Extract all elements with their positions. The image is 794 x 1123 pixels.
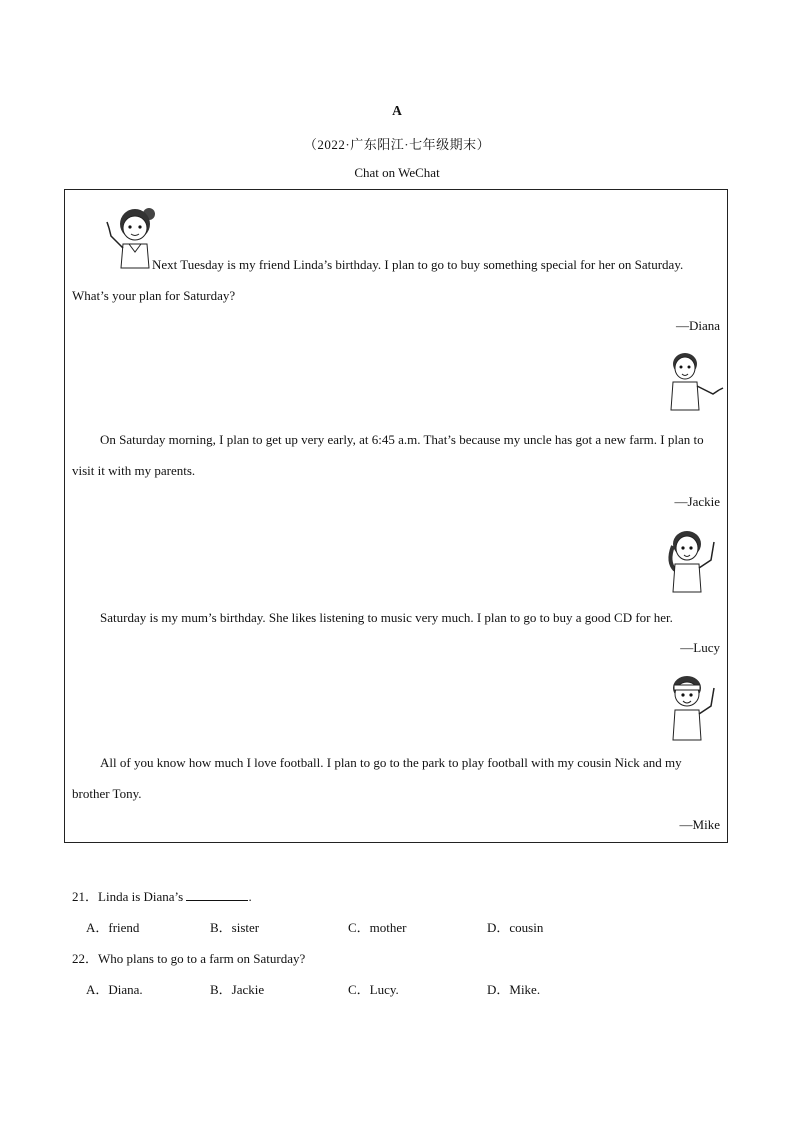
option-c[interactable]: C．Lucy. bbox=[348, 982, 399, 997]
option-d[interactable]: D．Mike. bbox=[487, 982, 541, 997]
passage-title: Chat on WeChat bbox=[354, 165, 440, 180]
boy-pointing-icon bbox=[663, 350, 727, 414]
question-stem: Who plans to go to a farm on Saturday? bbox=[98, 951, 306, 966]
post-signature: —Lucy bbox=[680, 640, 720, 655]
post-signature: —Jackie bbox=[674, 494, 720, 509]
option-c[interactable]: C．mother bbox=[348, 920, 407, 935]
post-text: Next Tuesday is my friend Linda’s birthday. I plan to go to buy something special for her on Saturday. What’s your plan for Saturday? bbox=[72, 257, 684, 303]
post-text: All of you know how much I love football. I plan to go to the park to play football with my cousin Nick and my brother Tony. bbox=[72, 755, 682, 801]
option-a[interactable]: A．friend bbox=[86, 920, 140, 935]
girl-with-ponytail-icon bbox=[663, 526, 727, 596]
post-signature: —Mike bbox=[679, 817, 720, 832]
question-stem: Linda is Diana’s bbox=[98, 889, 184, 904]
question-number: 21． bbox=[72, 889, 99, 904]
boy-with-headband-icon bbox=[663, 670, 727, 742]
post-signature: —Diana bbox=[675, 318, 720, 333]
source-label: （2022·广东阳江·七年级期末） bbox=[303, 137, 491, 152]
option-d[interactable]: D．cousin bbox=[487, 920, 544, 935]
passage-box bbox=[64, 189, 728, 843]
answer-blank[interactable] bbox=[186, 889, 248, 901]
post-text: On Saturday morning, I plan to get up very early, at 6:45 a.m. That’s because my uncle has got a new farm. I plan to visit it with my parents. bbox=[72, 432, 704, 478]
question-21 bbox=[72, 886, 252, 905]
question-number: 22． bbox=[72, 951, 99, 966]
post-text: Saturday is my mum’s birthday. She likes listening to music very much. I plan to go to buy a good CD for her. bbox=[100, 610, 673, 625]
question-22 bbox=[72, 948, 305, 967]
question-stem-end: . bbox=[248, 889, 252, 904]
option-b[interactable]: B．sister bbox=[210, 920, 260, 935]
option-a[interactable]: A．Diana. bbox=[86, 982, 143, 997]
section-label: A bbox=[392, 103, 402, 118]
option-b[interactable]: B．Jackie bbox=[210, 982, 265, 997]
